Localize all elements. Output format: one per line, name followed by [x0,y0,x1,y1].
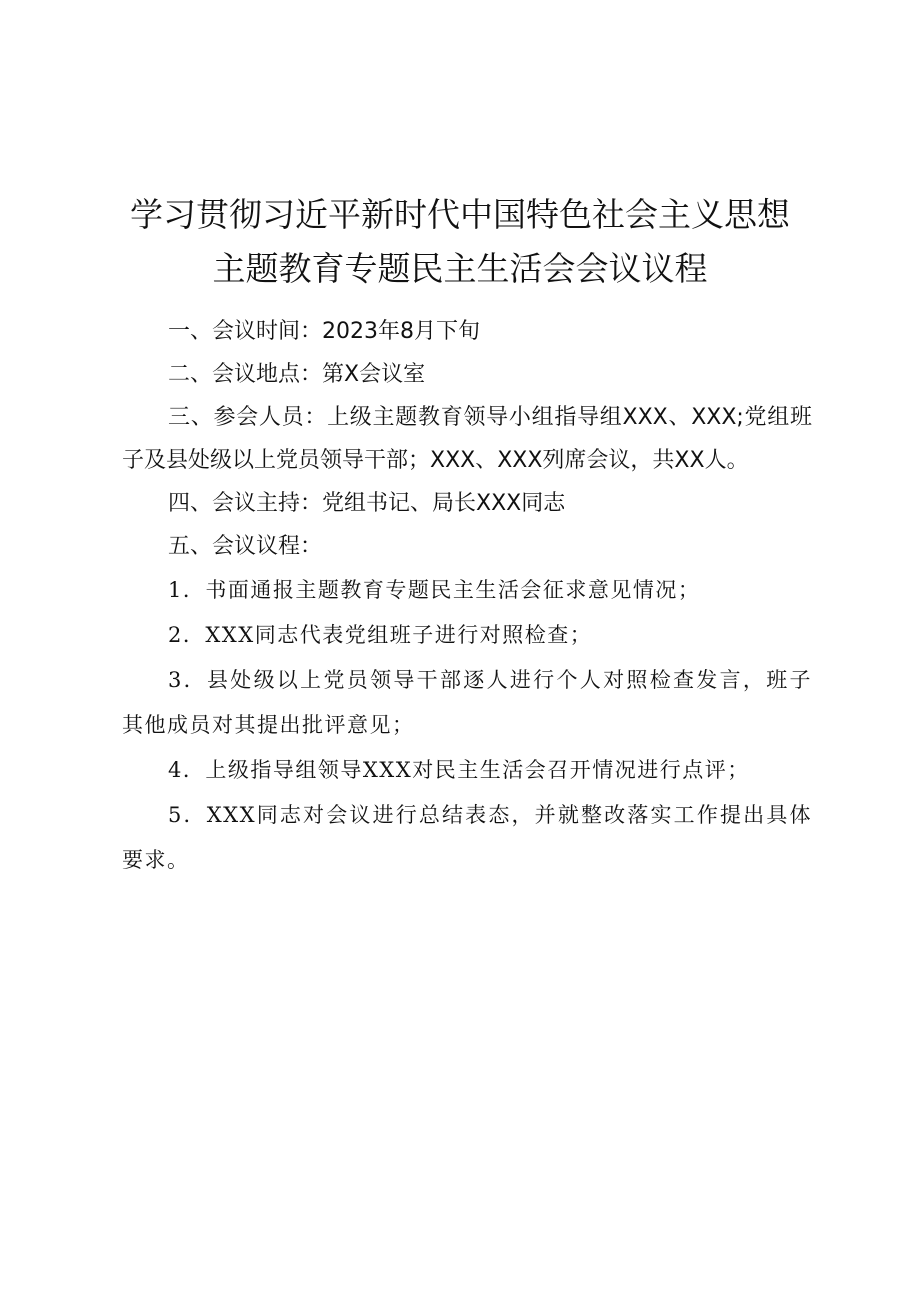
section-meeting-time: 一、会议时间：2023年8月下旬 [168,319,480,344]
section-attendees: 三、参会人员：上级主题教育领导小组指导组XXX、XXX;党组班子及县处级以上党员领导干部；XXX、XXX列席会议，共XX人。 [122,405,812,473]
agenda-item-4: 4．上级指导组领导XXX对民主生活会召开情况进行点评； [168,758,750,782]
section-host: 四、会议主持：党组书记、局长XXX同志 [168,491,566,516]
agenda-item-3: 3．县处级以上党员领导干部逐人进行个人对照检查发言，班子其他成员对其提出批评意见； [122,668,812,737]
agenda-item-1: 1．书面通报主题教育专题民主生活会征求意见情况； [168,578,701,602]
title-line-1: 学习贯彻习近平新时代中国特色社会主义思想 [130,195,790,234]
document-body [122,310,812,883]
agenda-item-5: 5．XXX同志对会议进行总结表态，并就整改落实工作提出具体要求。 [122,803,812,872]
document-title [0,188,920,296]
title-line-2: 主题教育专题民主生活会会议议程 [212,249,708,288]
section-agenda-heading: 五、会议议程： [168,534,323,559]
section-meeting-location: 二、会议地点：第X会议室 [168,362,426,387]
agenda-item-2: 2．XXX同志代表党组班子进行对照检查； [168,623,593,647]
